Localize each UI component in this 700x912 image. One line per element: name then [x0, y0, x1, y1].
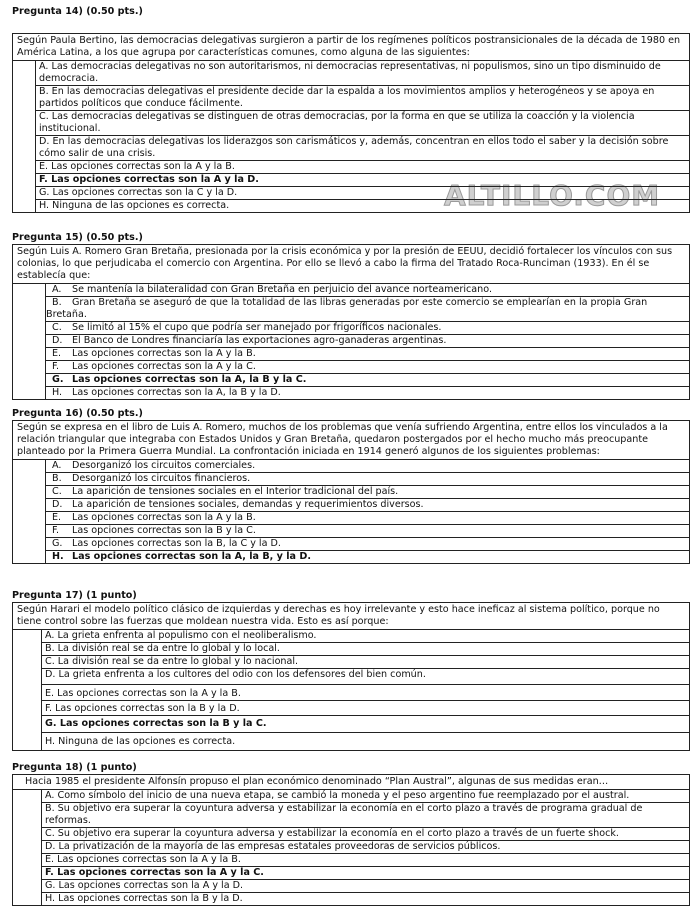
question-14-option-a: A. Las democracias delegativas no son autoritarismos, ni democracias representativas, ni populismos, sino un tipo disminuido de democracia.: [35, 61, 689, 86]
question-16-option-a: A. Desorganizó los circuitos comerciales.: [45, 460, 689, 473]
question-15-header: Pregunta 15) (0.50 pts.): [12, 232, 143, 243]
question-15-box: [12, 244, 690, 400]
question-18-box: [12, 774, 690, 906]
question-17-stem: Según Harari el modelo político clásico de izquierdas y derechas es hoy irrelevante y esto hace ineficaz al sistema político, porque no tiene control sobre las fuerzas que moldean nuestra vida. Esto es así porque:: [13, 603, 689, 630]
question-14-header: Pregunta 14) (0.50 pts.): [12, 6, 143, 17]
question-18-option-c: C. Su objetivo era superar la coyuntura adversa y estabilizar la economía en el corto plazo a través de un fuerte shock.: [41, 828, 689, 841]
question-16-stem: Según se expresa en el libro de Luis A. Romero, muchos de los problemas que venía sufriendo Argentina, entre ellos los vinculados a la relación triangular que integraba con Estados Unidos y Gran Bretaña, quedaron postergados por el hecho mucho más preocupante planteado por la Primera Guerra Mundial. La confrontación iniciada en 1914 generó algunos de los siguientes problemas:: [13, 421, 689, 460]
question-18-option-h: H. Las opciones correctas son la B y la D.: [41, 893, 689, 905]
question-18-header: Pregunta 18) (1 punto): [12, 762, 137, 773]
question-16-option-e: E. Las opciones correctas son la A y la B.: [45, 512, 689, 525]
question-15-option-f: F. Las opciones correctas son la A y la C.: [45, 361, 689, 374]
question-16-option-d: D. La aparición de tensiones sociales, demandas y requerimientos diversos.: [45, 499, 689, 512]
question-18-stem: Hacia 1985 el presidente Alfonsín propuso el plan económico denominado “Plan Austral”, algunas de sus medidas eran…: [13, 775, 689, 790]
question-15-option-d: D. El Banco de Londres financiaría las exportaciones agro-ganaderas argentinas.: [45, 335, 689, 348]
question-17-option-e: E. Las opciones correctas son la A y la B.: [41, 685, 689, 701]
question-14-option-h: H. Ninguna de las opciones es correcta.: [35, 200, 689, 212]
question-18-option-d: D. La privatización de la mayoría de las empresas estatales proveedoras de servicios públicos.: [41, 841, 689, 854]
question-17-option-c: C. La división real se da entre lo global y lo nacional.: [41, 656, 689, 669]
question-17-option-d: D. La grieta enfrenta a los cultores del odio con los defensores del bien común.: [41, 669, 689, 685]
question-15-stem: Según Luis A. Romero Gran Bretaña, presionada por la crisis económica y por la presión de EEUU, decidió fortalecer los vínculos con sus colonias, lo que perjudicaba el comercio con Argentina. Por ello se llevó a cabo la firma del Tratado Roca-Runciman (1933). En él se establecía que:: [13, 245, 689, 284]
altillo-watermark: ALTILLO.COM: [444, 179, 661, 212]
question-14-option-d: D. En las democracias delegativas los liderazgos son carismáticos y, además, concentran en ellos todo el saber y la decisión sobre cómo salir de una crisis.: [35, 136, 689, 161]
question-18-option-g: G. Las opciones correctas son la A y la D.: [41, 880, 689, 893]
question-16-option-f: F. Las opciones correctas son la B y la C.: [45, 525, 689, 538]
question-15-option-b: B. Gran Bretaña se aseguró de que la totalidad de las libras generadas por este comercio se emplearían en la propia Gran Bretaña.: [45, 297, 689, 322]
question-17-option-g: G. Las opciones correctas son la B y la C.: [41, 716, 689, 733]
question-18-option-a: A. Como símbolo del inicio de una nueva etapa, se cambió la moneda y el peso argentino fue reemplazado por el austral.: [41, 790, 689, 803]
question-16-option-h: H. Las opciones correctas son la A, la B, y la D.: [45, 551, 689, 563]
question-14-option-f: F. Las opciones correctas son la A y la D.: [35, 174, 689, 187]
question-17-option-h: H. Ninguna de las opciones es correcta.: [41, 733, 689, 750]
question-14-option-c: C. Las democracias delegativas se distinguen de otras democracias, por la forma en que se utiliza la coacción y la violencia institucional.: [35, 111, 689, 136]
question-14-option-b: B. En las democracias delegativas el presidente decide dar la espalda a los movimientos amplios y heterogéneos y se apoya en partidos políticos que conduce fácilmente.: [35, 86, 689, 111]
question-18-option-e: E. Las opciones correctas son la A y la B.: [41, 854, 689, 867]
question-18-option-f: F. Las opciones correctas son la A y la C.: [41, 867, 689, 880]
question-16-box: [12, 420, 690, 564]
question-14-option-e: E. Las opciones correctas son la A y la B.: [35, 161, 689, 174]
question-16-option-b: B. Desorganizó los circuitos financieros.: [45, 473, 689, 486]
question-18-option-b: B. Su objetivo era superar la coyuntura adversa y estabilizar la economía en el corto plazo a través de programa gradual de reformas.: [41, 803, 689, 828]
question-15-option-h: H. Las opciones correctas son la A, la B y la D.: [45, 387, 689, 399]
question-15-option-a: A. Se mantenía la bilateralidad con Gran Bretaña en perjuicio del avance norteamericano.: [45, 284, 689, 297]
question-15-option-g: G. Las opciones correctas son la A, la B y la C.: [45, 374, 689, 387]
question-17-option-b: B. La división real se da entre lo global y lo local.: [41, 643, 689, 656]
question-16-option-c: C. La aparición de tensiones sociales en el Interior tradicional del país.: [45, 486, 689, 499]
question-15-option-e: E. Las opciones correctas son la A y la B.: [45, 348, 689, 361]
question-17-header: Pregunta 17) (1 punto): [12, 590, 137, 601]
question-17-option-a: A. La grieta enfrenta al populismo con el neoliberalismo.: [41, 630, 689, 643]
question-17-box: [12, 602, 690, 751]
question-16-option-g: G. Las opciones correctas son la B, la C y la D.: [45, 538, 689, 551]
question-14-box: [12, 33, 690, 213]
question-16-header: Pregunta 16) (0.50 pts.): [12, 408, 143, 419]
question-14-stem: Según Paula Bertino, las democracias delegativas surgieron a partir de los regímenes políticos postransicionales de la década de 1980 en América Latina, a los que agrupa por características comunes, como alguna de las siguientes:: [13, 34, 689, 61]
question-15-option-c: C. Se limitó al 15% el cupo que podría ser manejado por frigoríficos nacionales.: [45, 322, 689, 335]
question-14-option-g: G. Las opciones correctas son la C y la D.: [35, 187, 689, 200]
question-17-option-f: F. Las opciones correctas son la B y la D.: [41, 701, 689, 716]
